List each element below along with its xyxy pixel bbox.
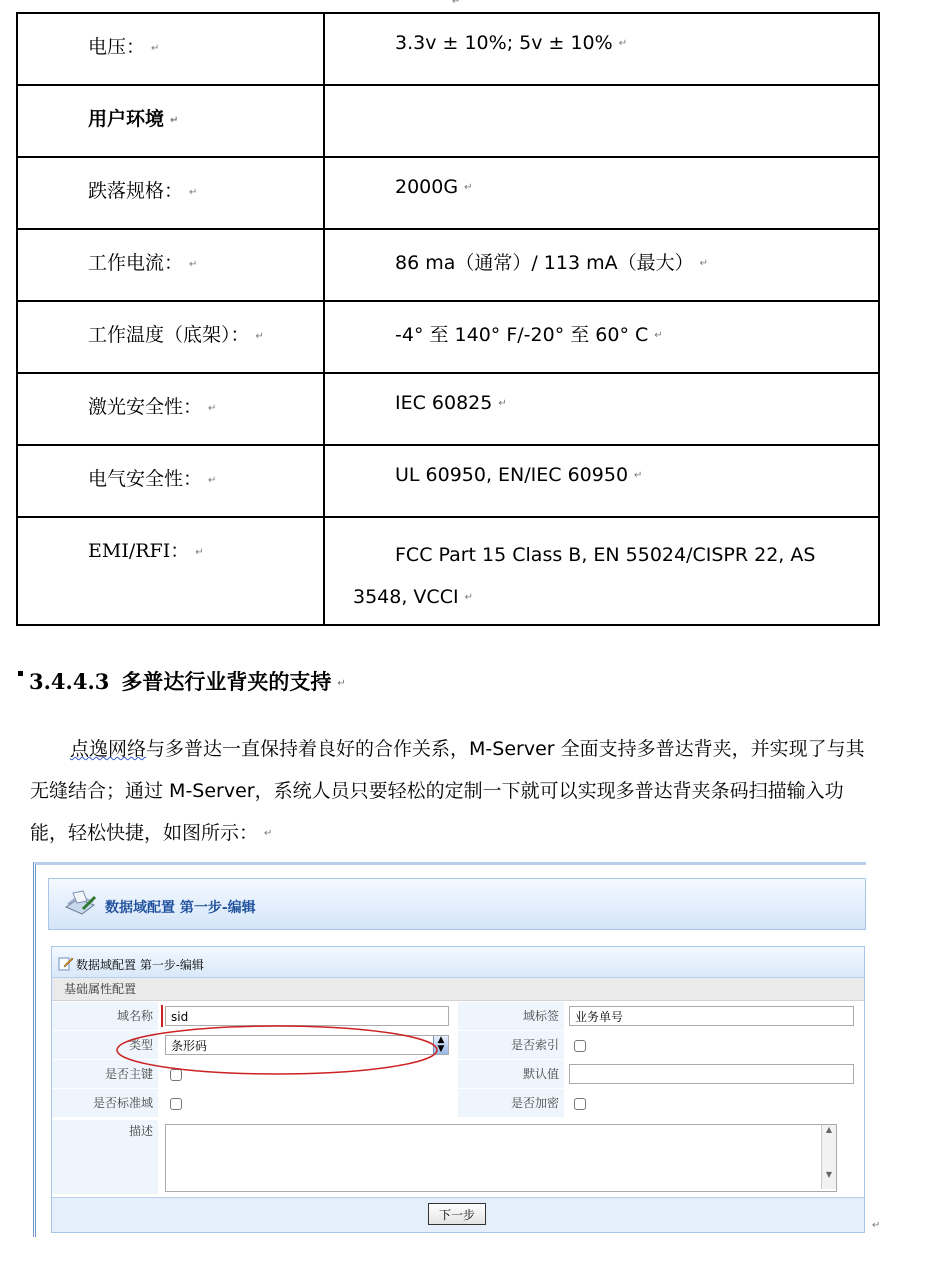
spec-label-cell [17,229,324,301]
heading-bullet [18,671,23,676]
textarea-scrollbar[interactable]: ▲ ▼ [821,1125,836,1189]
paragraph-mark [337,678,345,689]
spec-label: 工作电流： [88,252,184,274]
paragraph-mark [189,187,197,198]
field-label-default: 默认值 [458,1060,564,1088]
spec-row [17,301,879,373]
spec-row [17,157,879,229]
paragraph-mark [170,115,178,126]
spec-label: EMI/RFI： [88,540,190,562]
paragraph-mark [464,182,472,193]
paragraph-mark [208,475,216,486]
section-number: 3.4.4.3 [29,669,110,694]
product-name: M-Server [169,780,255,802]
spec-row [17,229,879,301]
intro-paragraph [30,728,865,855]
spec-value: FCC Part 15 Class B, EN 55024/CISPR 22, AS 3548, VCCI [353,544,816,608]
paragraph-mark [465,592,473,603]
field-name-input[interactable]: sid [165,1006,449,1026]
field-label-type: 类型 [52,1031,158,1059]
form-footer [52,1197,864,1232]
paragraph-mark [634,470,642,481]
spec-label: 电气安全性： [88,468,203,490]
group-label: 基础属性配置 [52,978,864,1001]
spec-row [17,85,879,157]
spec-row [17,445,879,517]
paragraph-mark [498,398,506,409]
spec-value-cell [324,301,879,373]
spec-value: UL 60950, EN/IEC 60950 [395,464,629,486]
company-name: 点逸网络 [70,738,147,760]
field-label-tag: 域标签 [458,1002,564,1030]
section-heading [18,666,346,696]
field-label-name: 域名称 [52,1002,158,1030]
paragraph-text: ，系统人员只要轻松的定制一下就可以实现多普达背夹条码扫描输入功能，轻松快捷，如图所示： [30,780,844,844]
paragraph-mark [208,403,216,414]
edit-icon [58,955,74,971]
description-textarea[interactable] [165,1124,837,1192]
spec-value-cell [324,13,879,85]
spec-label-cell [17,517,324,625]
index-checkbox[interactable] [574,1040,586,1052]
spec-row [17,373,879,445]
form-panel-title: 数据域配置 第一步-编辑 [76,958,204,972]
field-label-pk: 是否主键 [52,1060,158,1088]
form-panel [51,946,865,1233]
paragraph-mark [264,828,272,839]
spec-row [17,13,879,85]
spec-label: 电压： [88,36,146,58]
field-label-std: 是否标准域 [52,1089,158,1117]
paragraph-mark [256,331,264,342]
spec-label-cell [17,301,324,373]
spec-label: 用户环境 [88,108,165,130]
section-title: 多普达行业背夹的支持 [121,670,332,694]
field-label-encrypt: 是否加密 [458,1089,564,1117]
paragraph-mark [700,258,708,269]
select-arrows-icon[interactable]: ▲ ▼ [433,1036,448,1054]
spec-value-cell [324,157,879,229]
paragraph-mark [195,547,203,558]
form-panel-header [52,947,864,978]
paragraph-mark [151,43,159,54]
product-name: M-Server [469,738,555,760]
spec-value-cell [324,229,879,301]
paragraph-mark [189,259,197,270]
spec-value-cell [324,85,879,157]
spec-value: -4° 至 140° F/-20° 至 60° C [395,324,649,346]
form-row-desc [52,1120,864,1196]
paragraph-mark [872,1220,880,1231]
field-label-desc: 描述 [52,1120,158,1194]
spec-label-cell [17,445,324,517]
spec-label-cell [17,85,324,157]
config-logo-icon [63,887,97,917]
spec-value: 86 ma（通常）/ 113 mA（最大） [395,252,694,274]
field-tag-input[interactable]: 业务单号 [569,1006,854,1026]
spec-row [17,517,879,625]
next-step-button[interactable]: 下一步 [428,1203,486,1225]
spec-value: 3.3v ± 10%; 5v ± 10% [395,32,613,54]
spec-value-cell [324,445,879,517]
spec-value-cell [324,517,879,625]
annotation-ellipse [112,1019,452,1081]
spec-label-cell [17,13,324,85]
paragraph-text: 与多普达一直保持着良好的合作关系， [146,738,470,760]
app-header [48,878,866,930]
std-checkbox[interactable] [170,1098,182,1110]
spec-table [16,12,880,626]
paragraph-mark [452,0,460,7]
paragraph-text: 全面支持多普达背夹，并实现了与其无缝结合；通过 [30,738,865,802]
field-label-index: 是否索引 [458,1031,564,1059]
spec-label-cell [17,373,324,445]
spec-value: 2000G [395,176,459,198]
form-row-std [52,1089,864,1118]
paragraph-mark [619,38,627,49]
spec-label: 工作温度（底架）： [88,324,250,346]
spec-label: 跌落规格： [88,180,184,202]
header-title: 数据域配置 第一步-编辑 [105,900,256,916]
paragraph-mark [654,330,662,341]
encrypt-checkbox[interactable] [574,1098,586,1110]
spec-label-cell [17,157,324,229]
default-value-input[interactable] [569,1064,854,1084]
spec-value-cell [324,373,879,445]
spec-label: 激光安全性： [88,396,203,418]
type-select-value: 条形码 [171,1039,208,1053]
spec-value: IEC 60825 [395,392,493,414]
